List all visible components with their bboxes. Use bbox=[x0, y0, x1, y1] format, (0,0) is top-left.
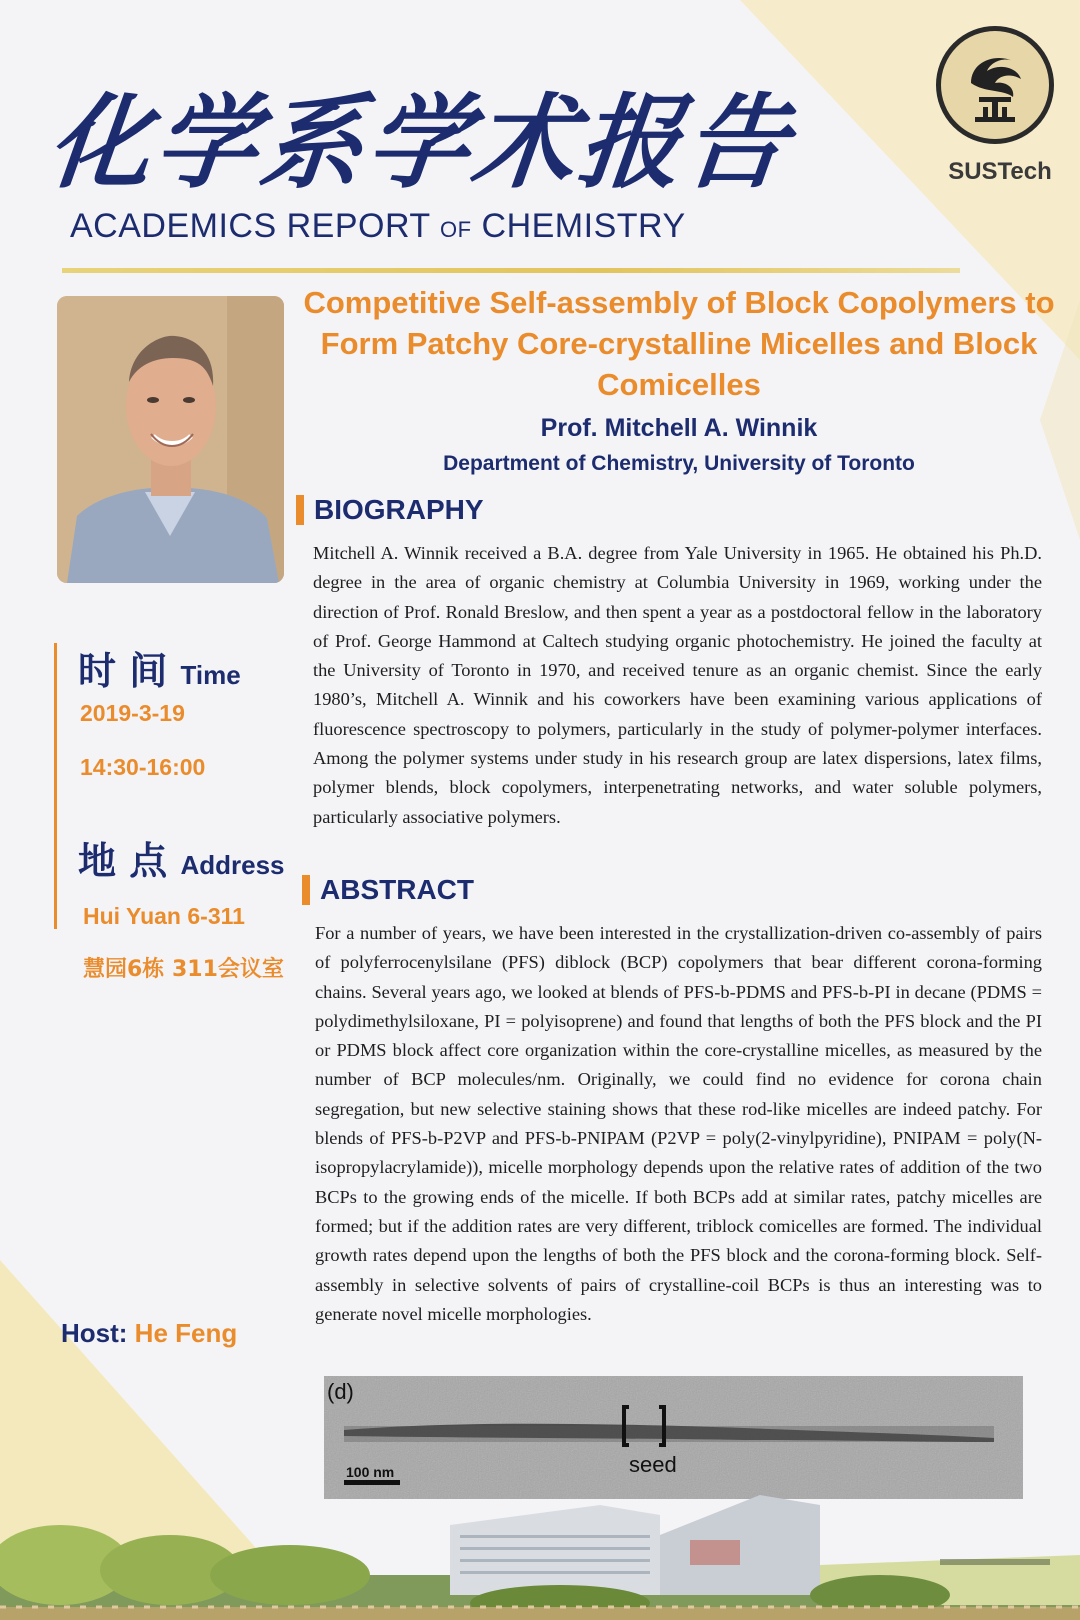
english-title-part1: ACADEMICS REPORT bbox=[70, 207, 431, 245]
address-label-en: Address bbox=[180, 850, 285, 880]
address-label-cn: 地 点 bbox=[78, 839, 168, 883]
info-divider bbox=[54, 643, 57, 929]
english-title bbox=[70, 207, 686, 246]
time-label-cn: 时 间 bbox=[78, 649, 168, 693]
figure-seed-label: seed bbox=[629, 1452, 677, 1477]
english-title-part2: CHEMISTRY bbox=[481, 207, 686, 245]
host-line bbox=[61, 1318, 237, 1349]
abstract-heading-text: ABSTRACT bbox=[320, 874, 474, 905]
tem-micrograph bbox=[324, 1376, 1023, 1499]
address-english: Hui Yuan 6-311 bbox=[83, 903, 245, 929]
heading-bar bbox=[302, 875, 310, 905]
host-label: Host: bbox=[61, 1318, 128, 1348]
speaker-name: Prof. Mitchell A. Winnik bbox=[540, 414, 818, 442]
address-chinese: 慧园6栋 311会议室 bbox=[83, 957, 284, 982]
sustech-logo-icon bbox=[936, 26, 1054, 144]
heading-bar bbox=[296, 495, 304, 525]
biography-heading-text: BIOGRAPHY bbox=[314, 494, 484, 525]
event-date: 2019-3-19 bbox=[80, 700, 185, 726]
speaker-photo bbox=[57, 296, 284, 583]
abstract-heading bbox=[302, 874, 474, 906]
address-label bbox=[78, 830, 285, 885]
campus-skyline-image bbox=[0, 1495, 1080, 1620]
abstract-text: For a number of years, we have been interested in the crystallization-driven co-assembly of pairs of polyferrocenylsilane (PFS) diblock (BCP) copolymers that bear different corona-forming chains. Several years ago, we looked at blends of PFS-b-PDMS and PFS-b-PI in decane (PDMS = polydimethylsiloxane, PI = polyisoprene) and found that lengths of both the PFS block and the PI or PDMS block affect core organization within the core-crystalline micelles, as measured by the number of BCP molecules/nm. Originally, we could find no evidence for corona chain segregation, but new selective staining shows that these rod-like micelles are indeed patchy. For blends of PFS-b-P2VP and PFS-b-PNIPAM (P2VP = poly(2-vinylpyridine), PNIPAM = poly(N-isopropylacrylamide)), micelle morphology depends upon the relative rates of addition of the two BCPs to the growing ends of the micelle. If both BCPs add at similar rates, patchy micelles are formed; but if the addition rates are very different, triblock comicelles are formed. The individual growth rates depend upon the lengths of both the PFS block and the corona-forming block. Self-assembly in selective solvents of pairs of crystalline-coil BCPs is thus an interesting was to generate novel micelle morphologies. bbox=[315, 923, 1042, 1324]
figure-scale-label: 100 nm bbox=[346, 1464, 395, 1480]
biography-text: Mitchell A. Winnik received a B.A. degree from Yale University in 1965. He obtained his Ph.D. degree in the area of organic chemistry at Columbia University in 1969, working under the direction of Prof. Ronald Breslow, and then spent a year as a postdoctoral fellow in the laboratory of Prof. George Hammond at Caltech studying organic photochemistry. He joined the faculty at the University of Toronto in 1970, and received tenure as an organic chemist. Since the early 1980’s, Mitchell A. Winnik and his coworkers have been examining various applications of fluorescence spectroscopy to polymers, particularly in the study of polymer-polymer interfaces. Among the polymer systems under study in his research group are latex dispersions, latex films, polymer blends, block copolymers, interpenetrating networks, and water soluble polymers, particularly associative polymers. bbox=[313, 543, 1042, 827]
talk-title: Competitive Self-assembly of Block Copolymers to Form Patchy Core-crystalline Micelles and Block Comicelles bbox=[303, 285, 1055, 402]
biography-heading bbox=[296, 494, 484, 526]
time-label bbox=[78, 640, 241, 695]
speaker-affiliation: Department of Chemistry, University of Toronto bbox=[443, 452, 915, 475]
english-title-of: OF bbox=[440, 217, 472, 242]
header-divider bbox=[62, 268, 960, 273]
host-name: He Feng bbox=[134, 1318, 238, 1348]
logo-text: SUSTech bbox=[948, 158, 1052, 185]
time-label-en: Time bbox=[180, 660, 241, 690]
chinese-title: 化学系学术报告 bbox=[42, 83, 798, 203]
event-hours: 14:30-16:00 bbox=[80, 754, 206, 780]
figure-panel-label: (d) bbox=[327, 1379, 354, 1404]
